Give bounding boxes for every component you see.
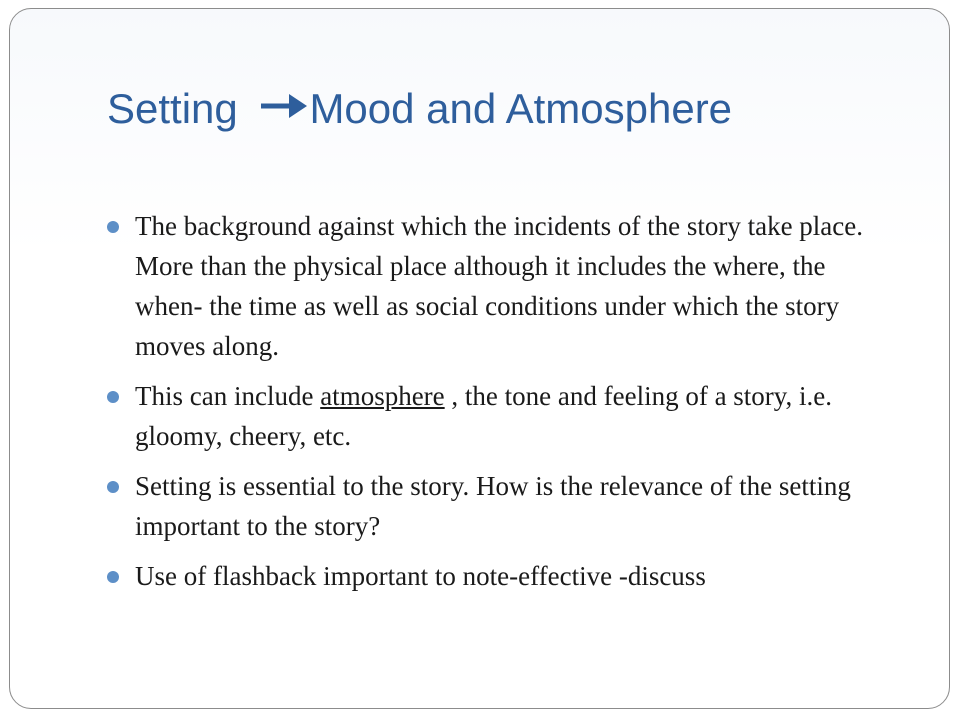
bullet-item: [107, 206, 897, 366]
bullet-item: [107, 376, 897, 456]
bullet-list: [107, 206, 897, 606]
bullet-text: Use of flashback important to note-effective -discuss: [135, 561, 706, 591]
right-arrow-icon: [259, 91, 309, 121]
bullet-text-after: , the tone and feeling of a story, i.e. gloomy, cheery, etc.: [135, 381, 833, 451]
bullet-item: [107, 556, 897, 596]
title-text-start: Setting: [107, 85, 250, 132]
bullet-dot-icon: [107, 221, 119, 233]
bullet-dot-icon: [107, 571, 119, 583]
bullet-text: Setting is essential to the story. How is the relevance of the setting important to the story?: [135, 471, 851, 541]
bullet-dot-icon: [107, 481, 119, 493]
bullet-dot-icon: [107, 391, 119, 403]
bullet-text: The background against which the incidents of the story take place. More than the physical place although it includes the where, the when- the time as well as social conditions under which the story moves along.: [135, 211, 864, 361]
atmosphere-term: atmosphere: [320, 381, 445, 411]
bullet-item: [107, 466, 897, 546]
slide-title: [107, 82, 732, 136]
title-text-end: Mood and Atmosphere: [309, 85, 733, 132]
bullet-text-before: This can include: [135, 381, 321, 411]
